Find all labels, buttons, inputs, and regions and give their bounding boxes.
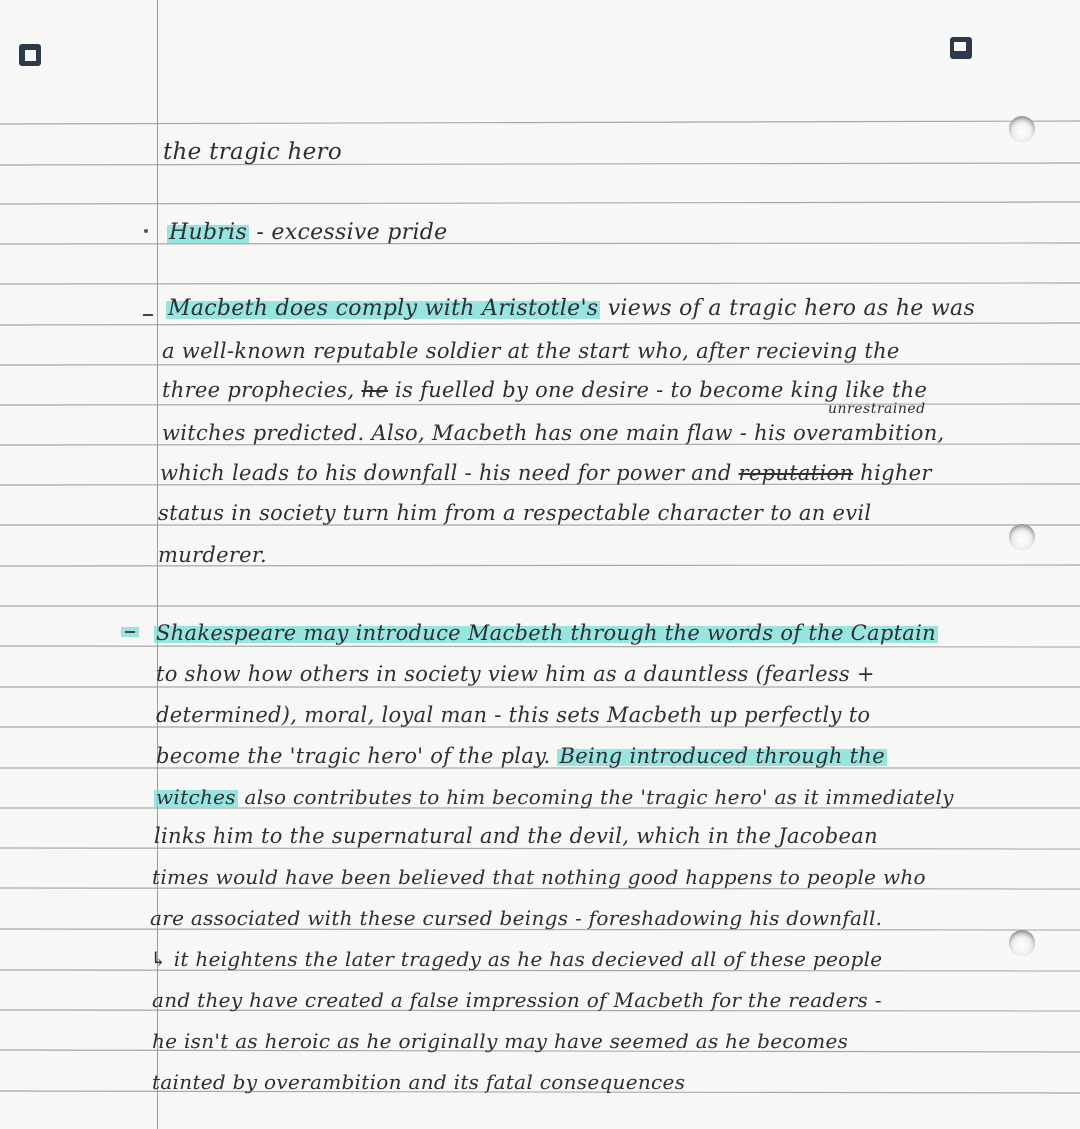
- paragraph-1-line-6: [158, 501, 871, 525]
- text-span: tainted by overambition and its fatal consequences: [152, 1070, 686, 1094]
- text-span: views of a tragic hero as he was: [607, 296, 976, 321]
- paragraph-2-line-9: [150, 947, 882, 971]
- text-span: status in society turn him from a respectable character to an evil: [158, 501, 872, 525]
- text-span: ↳ it heightens the later tragedy as he has decieved all of these people: [150, 947, 883, 971]
- paragraph-1-line-2: [162, 339, 900, 363]
- text-span: higher: [860, 461, 932, 485]
- text-span: times would have been believed that nothing good happens to people who: [152, 865, 926, 889]
- highlighted-text: Being introduced through the: [559, 744, 885, 768]
- text-span: and they have created a false impression of Macbeth for the readers -: [152, 988, 882, 1012]
- paragraph-2-line-7: [152, 865, 926, 889]
- paragraph-2-line-12: [152, 1070, 685, 1094]
- corner-bracket-top-right-icon: [950, 37, 972, 59]
- paragraph-2-line-3: [156, 703, 870, 727]
- hubris-definition-text: - excessive pride: [256, 220, 448, 245]
- paragraph-1-dash: [143, 314, 153, 316]
- paragraph-1-line-5: [160, 461, 932, 485]
- text-span: unrestrained: [828, 401, 926, 417]
- struck-out-text: reputation: [738, 461, 854, 485]
- paragraph-2-line-4: [156, 744, 887, 768]
- text-span: determined), moral, loyal man - this sets Macbeth up perfectly to: [156, 703, 871, 727]
- paragraph-2-dash: [125, 631, 135, 633]
- text-span: become the 'tragic hero' of the play.: [156, 744, 551, 768]
- text-span: a well-known reputable soldier at the start who, after recieving the: [162, 339, 900, 363]
- text-span: he isn't as heroic as he originally may have seemed as he becomes: [152, 1029, 849, 1053]
- paragraph-2-line-5: [154, 785, 954, 809]
- text-span: are associated with these cursed beings - foreshadowing his downfall.: [150, 906, 883, 930]
- paragraph-1-line-3: [162, 378, 927, 402]
- corner-bracket-top-left-icon: [19, 44, 41, 66]
- text-span: three prophecies,: [162, 378, 355, 402]
- text-span: is fuelled by one desire - to become king like the: [395, 378, 928, 402]
- paragraph-1-line-1: [166, 296, 975, 321]
- text-span: murderer.: [158, 543, 267, 567]
- hubris-term: Hubris: [169, 220, 248, 245]
- text-span: which leads to his downfall - his need for power and: [160, 461, 732, 485]
- bullet-dot: [144, 229, 148, 233]
- highlighted-text: Macbeth does comply with Aristotle's: [168, 296, 599, 321]
- struck-out-text: he: [361, 378, 389, 402]
- text-span: to show how others in society view him as a dauntless (fearless +: [156, 662, 875, 686]
- binder-hole-middle: [1009, 524, 1035, 550]
- paragraph-1-line-7: [158, 543, 267, 567]
- paragraph-2-line-1: [154, 621, 938, 645]
- paragraph-1-line-4: [162, 421, 945, 445]
- text-span: links him to the supernatural and the devil, which in the Jacobean: [154, 824, 878, 848]
- highlighted-text: Shakespeare may introduce Macbeth through the words of the Captain: [156, 621, 936, 645]
- hubris-definition: [167, 220, 447, 245]
- paragraph-2-line-11: [152, 1029, 848, 1053]
- inserted-word: [828, 401, 926, 417]
- binder-hole-bottom: [1009, 930, 1035, 956]
- text-span: also contributes to him becoming the 'tragic hero' as it immediately: [244, 785, 954, 809]
- page-title: [163, 139, 342, 165]
- page-title-text: the tragic hero: [163, 139, 342, 165]
- paragraph-2-line-10: [152, 988, 882, 1012]
- text-span: witches predicted. Also, Macbeth has one main flaw - his overambition,: [162, 421, 945, 445]
- paragraph-2-line-6: [154, 824, 878, 848]
- paragraph-2-line-2: [156, 662, 875, 686]
- highlighted-text: witches: [156, 785, 236, 809]
- paragraph-2-line-8: [150, 906, 882, 930]
- binder-hole-top: [1009, 116, 1035, 142]
